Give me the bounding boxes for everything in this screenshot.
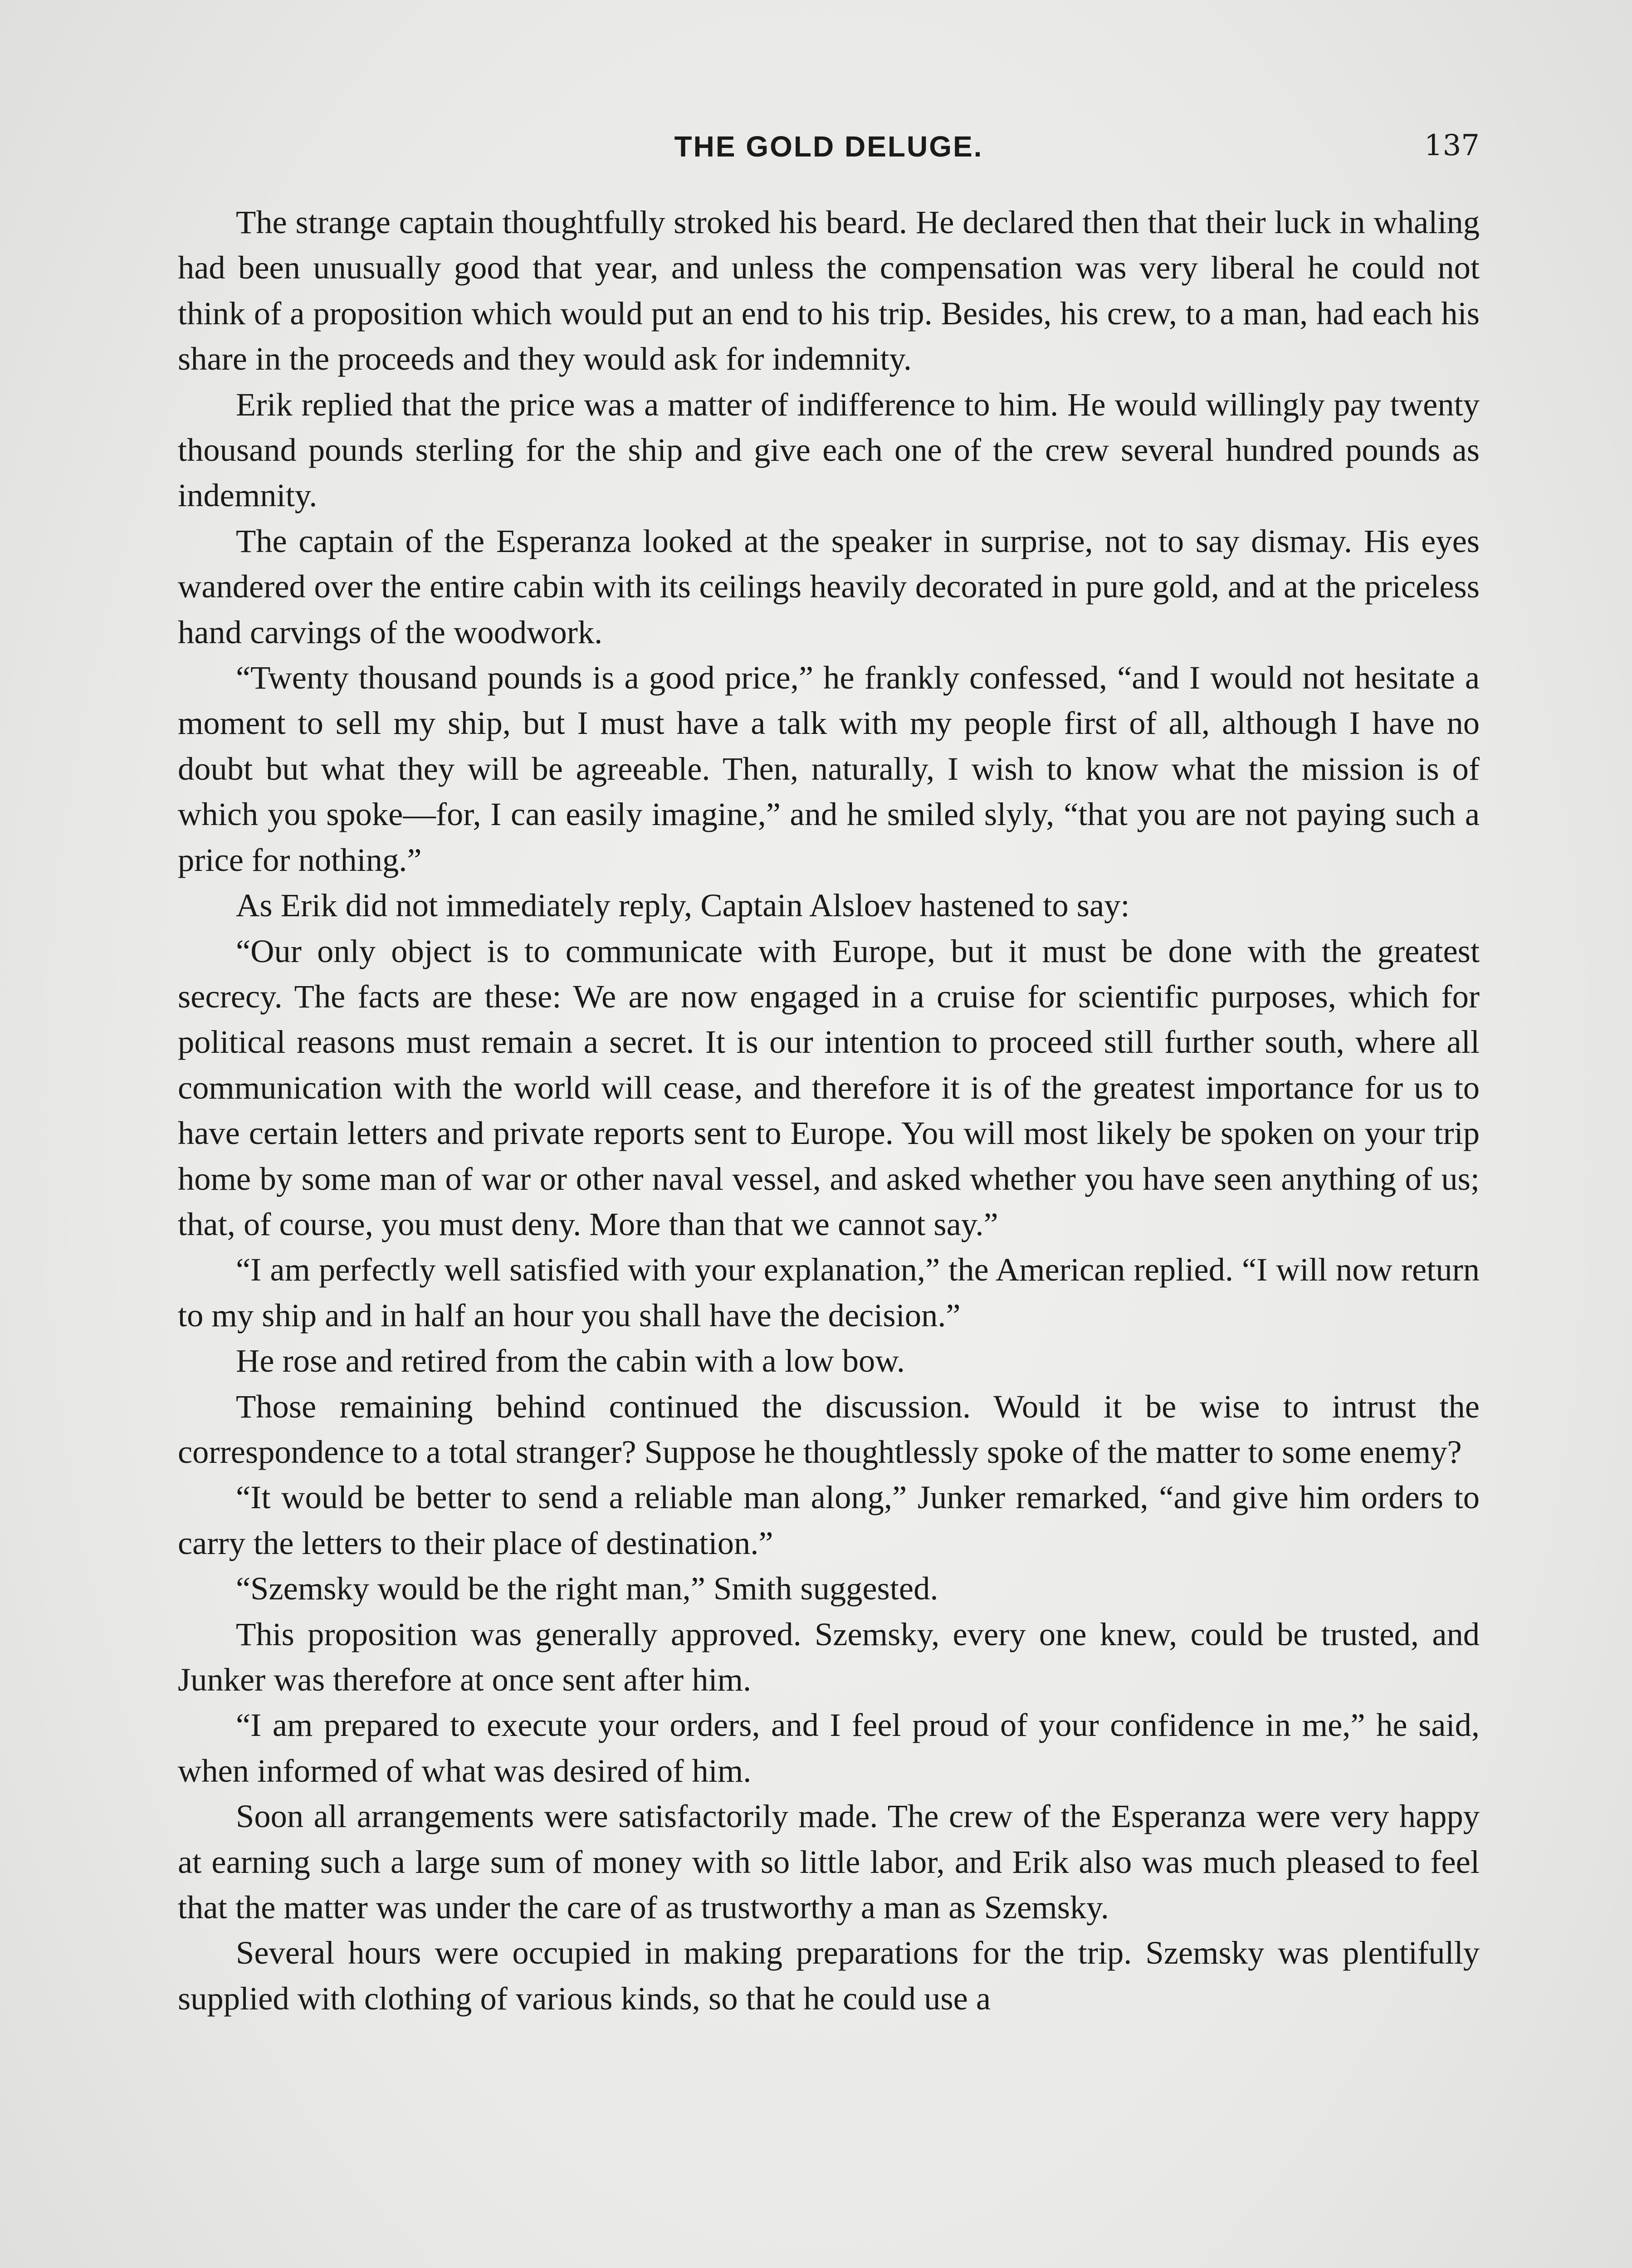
paragraph: “Szemsky would be the right man,” Smith suggested. [236, 1570, 938, 1607]
paragraph: Several hours were occupied in making preparations for the trip. Szemsky was plentifully supplied with clothing of various kinds, so that he could use a [178, 1934, 1480, 2017]
page-header [178, 130, 1480, 171]
paragraph: Soon all arrangements were satisfactorily made. The crew of the Esperanza were very happy at earning such a large sum of money with so little labor, and Erik also was much pleased to feel that the matter was under the care of as trustworthy a man as Szemsky. [178, 1798, 1480, 1926]
page-number: 137 [1424, 129, 1480, 162]
paragraph: As Erik did not immediately reply, Captain Alsloev hastened to say: [236, 887, 1130, 924]
paragraph: “It would be better to send a reliable man along,” Junker remarked, “and give him orders to carry the letters to their place of destination.” [178, 1479, 1480, 1561]
paragraph: The strange captain thoughtfully stroked his beard. He declared then that their luck in whaling had been unusually good that year, and unless the compensation was very liberal he could not think of a proposition which would put an end to his trip. Besides, his crew, to a man, had each his share in the proceeds and they would ask for indemnity. [178, 204, 1480, 377]
paragraph: “I am prepared to execute your orders, and I feel proud of your confidence in me,” he said, when informed of what was desired of him. [178, 1706, 1480, 1789]
paragraph: He rose and retired from the cabin with a low bow. [236, 1342, 905, 1379]
paragraph: “Twenty thousand pounds is a good price,” he frankly confessed, “and I would not hesitate a moment to sell my ship, but I must have a talk with my people first of all, although I have no doubt but what they will be agreeable. Then, naturally, I wish to know what the mission is of which you spoke—for, I can easily imagine,” and he smiled slyly, “that you are not paying such a price for nothing.” [178, 659, 1480, 878]
paragraph: This proposition was generally approved. Szemsky, every one knew, could be trusted, and Junker was therefore at once sent after him. [178, 1615, 1480, 1698]
paragraph: The captain of the Esperanza looked at the speaker in surprise, not to say dismay. His eyes wandered over the entire cabin with its ceilings heavily decorated in pure gold, and at the priceless hand carvings of the woodwork. [178, 522, 1480, 650]
body-text [178, 200, 1480, 2021]
paragraph: Erik replied that the price was a matter of indifference to him. He would willingly pay twenty thousand pounds sterling for the ship and give each one of the crew several hundred pounds as indemnity. [178, 386, 1480, 514]
paragraph: “Our only object is to communicate with Europe, but it must be done with the greatest secrecy. The facts are these: We are now engaged in a cruise for scientific purposes, which for political reasons must remain a secret. It is our intention to proceed still further south, where all communication with the world will cease, and therefore it is of the greatest importance for us to have certain letters and private reports sent to Europe. You will most likely be spoken on your trip home by some man of war or other naval vessel, and asked whether you have seen anything of us; that, of course, you must deny. More than that we cannot say.” [178, 932, 1480, 1242]
paragraph: “I am perfectly well satisfied with your explanation,” the American replied. “I will now return to my ship and in half an hour you shall have the decision.” [178, 1251, 1480, 1334]
paragraph: Those remaining behind continued the discussion. Would it be wise to intrust the correspondence to a total stranger? Suppose he thoughtlessly spoke of the matter to some enemy? [178, 1388, 1480, 1470]
running-title: THE GOLD DELUGE. [674, 130, 983, 163]
